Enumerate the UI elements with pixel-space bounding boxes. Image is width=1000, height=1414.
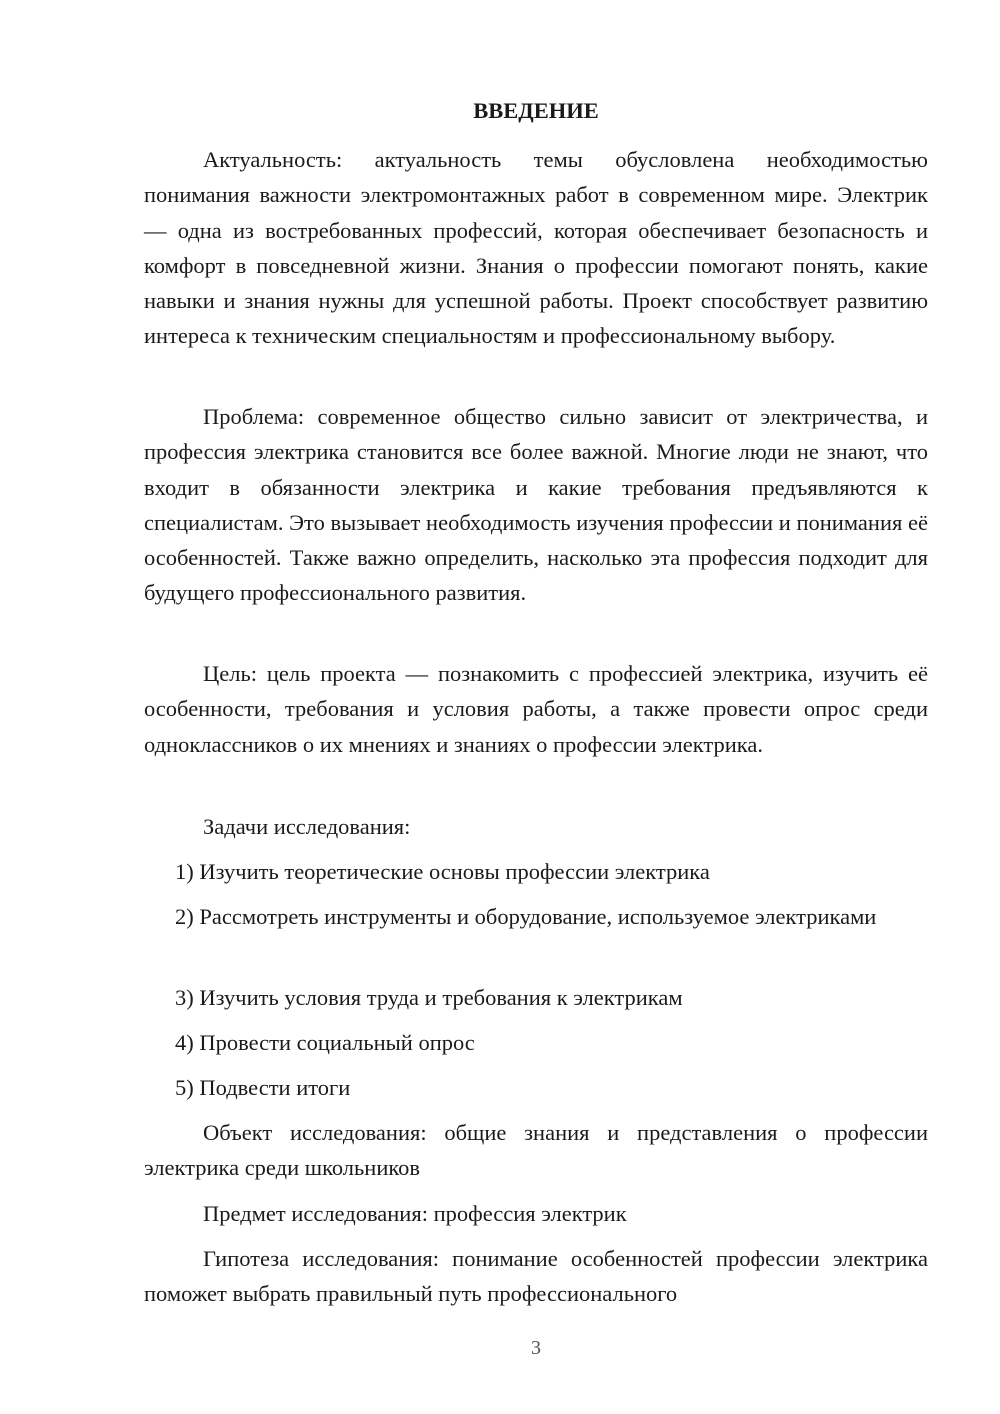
task-item-5: 5) Подвести итоги bbox=[175, 1075, 351, 1100]
task-item-2: 2) Рассмотреть инструменты и оборудование, используемое электриками bbox=[175, 904, 877, 929]
task-item-4: 4) Провести социальный опрос bbox=[175, 1030, 475, 1055]
section-title: ВВЕДЕНИЕ bbox=[473, 98, 599, 123]
paragraph-relevance: Актуальность: актуальность темы обусловлена необходимостью понимания важности электромонтажных работ в современном мире. Электрик — одна из востребованных профессий, которая обеспечивает безопасность и комфорт в повседневной жизни. Знания о профессии помогают понять, какие навыки и знания нужны для успешной работы. Проект способствует развитию интереса к техническим специальностям и профессиональному выбору. bbox=[144, 147, 928, 349]
paragraph-goal: Цель: цель проекта — познакомить с профессией электрика, изучить её особенности, требования и условия работы, а также провести опрос среди одноклассников о их мнениях и знаниях о профессии электрика. bbox=[144, 661, 928, 757]
paragraph-object: Объект исследования: общие знания и представления о профессии электрика среди школьников bbox=[144, 1120, 928, 1181]
page-number: 3 bbox=[531, 1337, 541, 1359]
paragraph-problem: Проблема: современное общество сильно зависит от электричества, и профессия электрика становится все более важной. Многие люди не знают, что входит в обязанности электрика и какие требования предъявляются к специалистам. Это вызывает необходимость изучения профессии и понимания её особенностей. Также важно определить, насколько эта профессия подходит для будущего профессионального развития. bbox=[144, 404, 928, 606]
tasks-heading: Задачи исследования: bbox=[203, 814, 411, 839]
task-item-3: 3) Изучить условия труда и требования к электрикам bbox=[175, 985, 683, 1010]
paragraph-subject: Предмет исследования: профессия электрик bbox=[203, 1201, 627, 1226]
task-item-1: 1) Изучить теоретические основы профессии электрика bbox=[175, 859, 710, 884]
paragraph-hypothesis: Гипотеза исследования: понимание особенностей профессии электрика поможет выбрать правильный путь профессионального bbox=[144, 1246, 928, 1307]
